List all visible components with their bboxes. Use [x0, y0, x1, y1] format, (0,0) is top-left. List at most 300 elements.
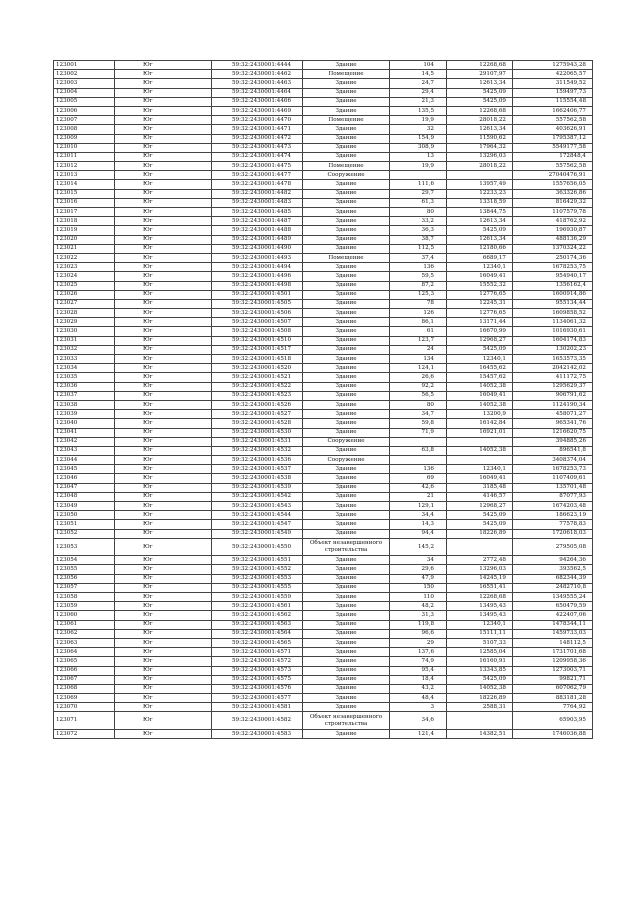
cadastral-value-cell: 1349555,24 [513, 593, 593, 602]
specific-value-cell [447, 437, 513, 446]
object-type-cell: Здание [303, 97, 390, 106]
area-cell: 14,3 [390, 520, 447, 529]
specific-value-cell: 6689,17 [447, 253, 513, 262]
object-type-cell: Сооружение [303, 437, 390, 446]
region-cell: Юг [115, 502, 212, 511]
area-cell: 61 [390, 327, 447, 336]
cadastral-number-cell: 59:32:2430001:4528 [212, 419, 303, 428]
area-cell: 47,9 [390, 574, 447, 583]
specific-value-cell: 12613,34 [447, 217, 513, 226]
object-type-cell: Здание [303, 152, 390, 161]
object-type-cell: Здание [303, 345, 390, 354]
area-cell: 136 [390, 465, 447, 474]
cadastral-number-cell: 59:32:2430001:4544 [212, 511, 303, 520]
region-cell: Юг [115, 437, 212, 446]
row-number-cell: 123046 [54, 474, 115, 483]
region-cell: Юг [115, 657, 212, 666]
cadastral-number-cell: 59:32:2430001:4583 [212, 729, 303, 738]
region-cell: Юг [115, 620, 212, 629]
region-cell: Юг [115, 345, 212, 354]
region-cell: Юг [115, 410, 212, 419]
region-cell: Юг [115, 244, 212, 253]
cadastral-value-cell: 394885,26 [513, 437, 593, 446]
specific-value-cell: 13296,03 [447, 152, 513, 161]
area-cell: 21 [390, 492, 447, 501]
area-cell: 34,4 [390, 511, 447, 520]
row-number-cell: 123066 [54, 666, 115, 675]
region-cell: Юг [115, 152, 212, 161]
row-number-cell: 123004 [54, 88, 115, 97]
cadastral-number-cell: 59:32:2430001:4464 [212, 88, 303, 97]
object-type-cell: Здание [303, 364, 390, 373]
object-type-cell: Здание [303, 189, 390, 198]
area-cell: 36,3 [390, 226, 447, 235]
region-cell: Юг [115, 611, 212, 620]
cadastral-number-cell: 59:32:2430001:4517 [212, 345, 303, 354]
cadastral-number-cell: 59:32:2430001:4559 [212, 593, 303, 602]
cadastral-number-cell: 59:32:2430001:4518 [212, 355, 303, 364]
cadastral-number-cell: 59:32:2430001:4507 [212, 318, 303, 327]
table-row [54, 593, 593, 602]
cadastral-number-cell: 59:32:2430001:4520 [212, 364, 303, 373]
specific-value-cell [447, 456, 513, 465]
area-cell: 110 [390, 593, 447, 602]
region-cell: Юг [115, 125, 212, 134]
row-number-cell: 123024 [54, 272, 115, 281]
table-row [54, 217, 593, 226]
region-cell: Юг [115, 712, 212, 730]
area-cell: 119,8 [390, 620, 447, 629]
area-cell: 26,6 [390, 373, 447, 382]
row-number-cell: 123037 [54, 391, 115, 400]
row-number-cell: 123065 [54, 657, 115, 666]
specific-value-cell [447, 171, 513, 180]
object-type-cell: Здание [303, 648, 390, 657]
specific-value-cell: 13343,85 [447, 666, 513, 675]
cadastral-number-cell: 59:32:2430001:4466 [212, 97, 303, 106]
table-row [54, 281, 593, 290]
cadastral-value-cell: 393562,5 [513, 565, 593, 574]
row-number-cell: 123058 [54, 593, 115, 602]
table-row [54, 226, 593, 235]
specific-value-cell: 12340,1 [447, 263, 513, 272]
cadastral-value-cell: 196930,87 [513, 226, 593, 235]
table-row [54, 299, 593, 308]
specific-value-cell: 28018,22 [447, 116, 513, 125]
table-row [54, 364, 593, 373]
table-row [54, 61, 593, 70]
cadastral-value-cell: 650479,59 [513, 602, 593, 611]
specific-value-cell: 12340,1 [447, 355, 513, 364]
specific-value-cell: 16921,01 [447, 428, 513, 437]
specific-value-cell: 14052,38 [447, 684, 513, 693]
object-type-cell: Здание [303, 483, 390, 492]
area-cell: 21,3 [390, 97, 447, 106]
cadastral-value-cell: 65903,95 [513, 712, 593, 730]
object-type-cell: Здание [303, 336, 390, 345]
region-cell: Юг [115, 675, 212, 684]
region-cell: Юг [115, 208, 212, 217]
area-cell: 34,6 [390, 712, 447, 730]
specific-value-cell: 16049,41 [447, 272, 513, 281]
specific-value-cell: 16670,99 [447, 327, 513, 336]
table-row [54, 729, 593, 738]
table-row [54, 492, 593, 501]
row-number-cell: 123059 [54, 602, 115, 611]
area-cell: 3 [390, 703, 447, 712]
region-cell: Юг [115, 729, 212, 738]
row-number-cell: 123035 [54, 373, 115, 382]
cadastral-value-cell: 1678253,73 [513, 465, 593, 474]
area-cell: 48,4 [390, 694, 447, 703]
region-cell: Юг [115, 253, 212, 262]
table-row [54, 345, 593, 354]
cadastral-number-cell: 59:32:2430001:4523 [212, 391, 303, 400]
object-type-cell: Здание [303, 492, 390, 501]
cadastral-number-cell: 59:32:2430001:4550 [212, 538, 303, 556]
area-cell: 154,9 [390, 134, 447, 143]
specific-value-cell: 16142,84 [447, 419, 513, 428]
cadastral-value-cell: 1275943,28 [513, 61, 593, 70]
object-type-cell: Здание [303, 61, 390, 70]
region-cell: Юг [115, 511, 212, 520]
cadastral-number-cell: 59:32:2430001:4536 [212, 456, 303, 465]
row-number-cell: 123052 [54, 529, 115, 538]
object-type-cell: Здание [303, 629, 390, 638]
object-type-cell: Здание [303, 290, 390, 299]
object-type-cell: Здание [303, 281, 390, 290]
cadastral-value-cell: 955134,44 [513, 299, 593, 308]
specific-value-cell: 5425,09 [447, 88, 513, 97]
table-row [54, 318, 593, 327]
cadastral-number-cell: 59:32:2430001:4539 [212, 483, 303, 492]
table-row [54, 106, 593, 115]
object-type-cell: Здание [303, 657, 390, 666]
object-type-cell: Здание [303, 299, 390, 308]
table-row [54, 583, 593, 592]
area-cell: 92,2 [390, 382, 447, 391]
table-row [54, 638, 593, 647]
object-type-cell: Здание [303, 400, 390, 409]
object-type-cell: Здание [303, 106, 390, 115]
row-number-cell: 123064 [54, 648, 115, 657]
cadastral-number-cell: 59:32:2430001:4562 [212, 611, 303, 620]
cadastral-value-cell: 1662406,77 [513, 106, 593, 115]
cadastral-number-cell: 59:32:2430001:4510 [212, 336, 303, 345]
object-type-cell: Здание [303, 143, 390, 152]
object-type-cell: Здание [303, 355, 390, 364]
cadastral-number-cell: 59:32:2430001:4472 [212, 134, 303, 143]
cadastral-value-cell: 363326,86 [513, 189, 593, 198]
table-row [54, 125, 593, 134]
table-row [54, 602, 593, 611]
region-cell: Юг [115, 684, 212, 693]
cadastral-value-cell: 1016930,61 [513, 327, 593, 336]
cadastral-value-cell: 1731701,68 [513, 648, 593, 657]
cadastral-number-cell: 59:32:2430001:4474 [212, 152, 303, 161]
row-number-cell: 123051 [54, 520, 115, 529]
specific-value-cell: 12613,34 [447, 125, 513, 134]
cadastral-value-table [53, 60, 593, 739]
specific-value-cell: 2588,31 [447, 703, 513, 712]
area-cell: 48,2 [390, 602, 447, 611]
cadastral-number-cell: 59:32:2430001:4485 [212, 208, 303, 217]
region-cell: Юг [115, 602, 212, 611]
object-type-cell: Здание [303, 272, 390, 281]
cadastral-value-cell: 422065,57 [513, 70, 593, 79]
object-type-cell: Помещение [303, 70, 390, 79]
specific-value-cell: 5425,09 [447, 97, 513, 106]
cadastral-number-cell: 59:32:2430001:4475 [212, 162, 303, 171]
area-cell: 63,8 [390, 446, 447, 455]
cadastral-value-cell: 557562,58 [513, 162, 593, 171]
cadastral-number-cell: 59:32:2430001:4498 [212, 281, 303, 290]
row-number-cell: 123068 [54, 684, 115, 693]
cadastral-number-cell: 59:32:2430001:4471 [212, 125, 303, 134]
cadastral-number-cell: 59:32:2430001:4493 [212, 253, 303, 262]
table-row [54, 327, 593, 336]
cadastral-value-cell: 7764,92 [513, 703, 593, 712]
specific-value-cell: 12968,27 [447, 502, 513, 511]
cadastral-value-cell: 418762,92 [513, 217, 593, 226]
area-cell: 18,4 [390, 675, 447, 684]
table-row [54, 143, 593, 152]
cadastral-value-cell: 896541,8 [513, 446, 593, 455]
row-number-cell: 123011 [54, 152, 115, 161]
cadastral-value-cell: 1557656,05 [513, 180, 593, 189]
row-number-cell: 123072 [54, 729, 115, 738]
table-row [54, 556, 593, 565]
specific-value-cell: 12340,1 [447, 620, 513, 629]
table-row [54, 309, 593, 318]
table-row [54, 428, 593, 437]
object-type-cell: Здание [303, 583, 390, 592]
table-row [54, 675, 593, 684]
cadastral-value-cell: 311549,52 [513, 79, 593, 88]
table-row [54, 456, 593, 465]
cadastral-number-cell: 59:32:2430001:4552 [212, 565, 303, 574]
area-cell: 19,9 [390, 116, 447, 125]
region-cell: Юг [115, 309, 212, 318]
object-type-cell: Здание [303, 428, 390, 437]
region-cell: Юг [115, 272, 212, 281]
region-cell: Юг [115, 456, 212, 465]
cadastral-value-cell: 27040476,91 [513, 171, 593, 180]
table-row [54, 263, 593, 272]
cadastral-value-cell: 422407,06 [513, 611, 593, 620]
table-row [54, 694, 593, 703]
specific-value-cell: 28018,22 [447, 162, 513, 171]
table-row [54, 419, 593, 428]
object-type-cell: Здание [303, 88, 390, 97]
region-cell: Юг [115, 648, 212, 657]
area-cell: 129,1 [390, 502, 447, 511]
cadastral-value-cell: 1478344,11 [513, 620, 593, 629]
object-type-cell: Здание [303, 729, 390, 738]
table-row [54, 666, 593, 675]
object-type-cell: Здание [303, 684, 390, 693]
table-row [54, 116, 593, 125]
table-row [54, 502, 593, 511]
object-type-cell: Здание [303, 318, 390, 327]
specific-value-cell: 13495,43 [447, 611, 513, 620]
object-type-cell: Здание [303, 465, 390, 474]
row-number-cell: 123030 [54, 327, 115, 336]
area-cell: 29,7 [390, 189, 447, 198]
table-row [54, 244, 593, 253]
region-cell: Юг [115, 666, 212, 675]
specific-value-cell: 12613,34 [447, 235, 513, 244]
row-number-cell: 123013 [54, 171, 115, 180]
specific-value-cell: 5107,33 [447, 638, 513, 647]
cadastral-number-cell: 59:32:2430001:4542 [212, 492, 303, 501]
table-row [54, 611, 593, 620]
cadastral-value-cell: 1653573,35 [513, 355, 593, 364]
specific-value-cell: 12233,23 [447, 189, 513, 198]
specific-value-cell: 12968,27 [447, 336, 513, 345]
region-cell: Юг [115, 79, 212, 88]
table-row [54, 648, 593, 657]
specific-value-cell: 2772,48 [447, 556, 513, 565]
cadastral-value-cell: 94264,36 [513, 556, 593, 565]
table-row [54, 336, 593, 345]
row-number-cell: 123069 [54, 694, 115, 703]
cadastral-value-cell: 883181,28 [513, 694, 593, 703]
cadastral-value-cell: 1604174,83 [513, 336, 593, 345]
row-number-cell: 123047 [54, 483, 115, 492]
cadastral-number-cell: 59:32:2430001:4530 [212, 428, 303, 437]
cadastral-value-cell: 557562,58 [513, 116, 593, 125]
row-number-cell: 123048 [54, 492, 115, 501]
specific-value-cell: 5425,09 [447, 226, 513, 235]
object-type-cell: Здание [303, 593, 390, 602]
cadastral-value-cell: 115554,48 [513, 97, 593, 106]
table-row [54, 171, 593, 180]
cadastral-number-cell: 59:32:2430001:4506 [212, 309, 303, 318]
cadastral-value-cell: 135701,48 [513, 483, 593, 492]
cadastral-number-cell: 59:32:2430001:4470 [212, 116, 303, 125]
cadastral-value-cell: 1600914,86 [513, 290, 593, 299]
cadastral-value-cell: 3408374,04 [513, 456, 593, 465]
row-number-cell: 123015 [54, 189, 115, 198]
cadastral-number-cell: 59:32:2430001:4494 [212, 263, 303, 272]
table-row [54, 373, 593, 382]
area-cell: 137,6 [390, 648, 447, 657]
object-type-cell: Помещение [303, 116, 390, 125]
object-type-cell: Здание [303, 327, 390, 336]
region-cell: Юг [115, 474, 212, 483]
region-cell: Юг [115, 290, 212, 299]
object-type-cell: Здание [303, 382, 390, 391]
specific-value-cell: 29107,97 [447, 70, 513, 79]
row-number-cell: 123034 [54, 364, 115, 373]
cadastral-value-cell: 5549177,58 [513, 143, 593, 152]
specific-value-cell: 14052,38 [447, 400, 513, 409]
cadastral-value-cell: 1107579,78 [513, 208, 593, 217]
specific-value-cell: 13171,44 [447, 318, 513, 327]
row-number-cell: 123012 [54, 162, 115, 171]
region-cell: Юг [115, 355, 212, 364]
specific-value-cell: 5425,09 [447, 675, 513, 684]
cadastral-number-cell: 59:32:2430001:4521 [212, 373, 303, 382]
specific-value-cell: 3185,48 [447, 483, 513, 492]
region-cell: Юг [115, 217, 212, 226]
area-cell: 59,8 [390, 419, 447, 428]
cadastral-number-cell: 59:32:2430001:4537 [212, 465, 303, 474]
row-number-cell: 123006 [54, 106, 115, 115]
object-type-cell: Объект незавершенного строительства [303, 712, 390, 730]
cadastral-number-cell: 59:32:2430001:4482 [212, 189, 303, 198]
region-cell: Юг [115, 116, 212, 125]
region-cell: Юг [115, 226, 212, 235]
table-row [54, 529, 593, 538]
cadastral-value-cell: 1609858,52 [513, 309, 593, 318]
object-type-cell: Здание [303, 410, 390, 419]
area-cell: 308,9 [390, 143, 447, 152]
table-row [54, 620, 593, 629]
area-cell: 86,1 [390, 318, 447, 327]
table-row [54, 208, 593, 217]
object-type-cell: Здание [303, 620, 390, 629]
region-cell: Юг [115, 520, 212, 529]
row-number-cell: 123002 [54, 70, 115, 79]
cadastral-value-cell: 458071,27 [513, 410, 593, 419]
row-number-cell: 123071 [54, 712, 115, 730]
table-row [54, 410, 593, 419]
row-number-cell: 123063 [54, 638, 115, 647]
cadastral-number-cell: 59:32:2430001:4575 [212, 675, 303, 684]
region-cell: Юг [115, 143, 212, 152]
table-row [54, 70, 593, 79]
cadastral-value-cell: 77578,83 [513, 520, 593, 529]
area-cell: 136 [390, 263, 447, 272]
cadastral-value-cell: 954940,17 [513, 272, 593, 281]
region-cell: Юг [115, 106, 212, 115]
cadastral-value-cell: 403626,91 [513, 125, 593, 134]
specific-value-cell: 14052,38 [447, 382, 513, 391]
object-type-cell: Сооружение [303, 456, 390, 465]
cadastral-value-cell: 1674203,48 [513, 502, 593, 511]
row-number-cell: 123044 [54, 456, 115, 465]
cadastral-value-cell: 250174,36 [513, 253, 593, 262]
cadastral-value-cell: 1295629,37 [513, 382, 593, 391]
cadastral-value-cell: 99821,71 [513, 675, 593, 684]
object-type-cell: Здание [303, 263, 390, 272]
specific-value-cell: 13957,49 [447, 180, 513, 189]
cadastral-value-cell: 1370324,22 [513, 244, 593, 253]
cadastral-value-cell: 816429,32 [513, 198, 593, 207]
region-cell: Юг [115, 593, 212, 602]
cadastral-number-cell: 59:32:2430001:4547 [212, 520, 303, 529]
specific-value-cell: 14245,19 [447, 574, 513, 583]
row-number-cell: 123001 [54, 61, 115, 70]
region-cell: Юг [115, 419, 212, 428]
cadastral-number-cell: 59:32:2430001:4571 [212, 648, 303, 657]
table-row [54, 79, 593, 88]
object-type-cell: Здание [303, 502, 390, 511]
cadastral-value-cell: 148112,5 [513, 638, 593, 647]
area-cell: 61,3 [390, 198, 447, 207]
row-number-cell: 123022 [54, 253, 115, 262]
object-type-cell: Здание [303, 217, 390, 226]
region-cell: Юг [115, 694, 212, 703]
row-number-cell: 123008 [54, 125, 115, 134]
table-row [54, 511, 593, 520]
row-number-cell: 123060 [54, 611, 115, 620]
specific-value-cell: 5425,09 [447, 345, 513, 354]
region-cell: Юг [115, 318, 212, 327]
object-type-cell: Здание [303, 198, 390, 207]
